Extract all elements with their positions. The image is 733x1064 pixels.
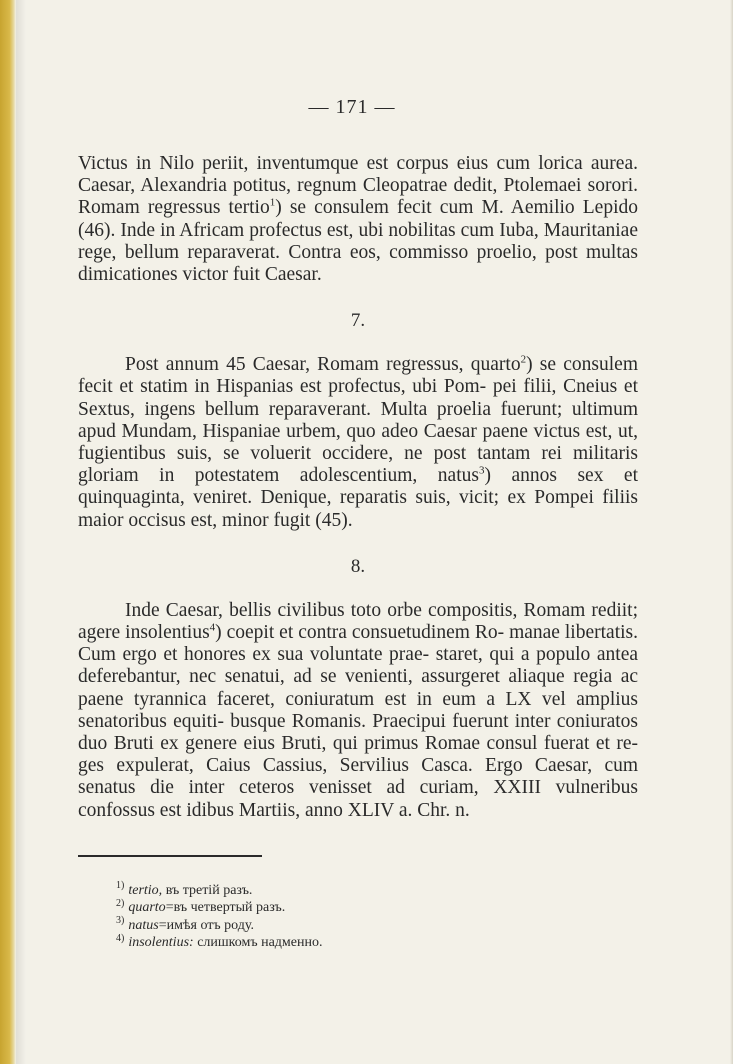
text-line: rediit; agere insolentius — [78, 599, 638, 644]
text-line: busque Romanis. Praecipui fuerunt inter coniuratos duo Bruti — [78, 710, 639, 755]
footnote-marker[interactable]: 4 — [209, 621, 216, 634]
text-line: Ptolemaei sorori. Romam regressus tertio — [78, 175, 638, 219]
gutter-shadow — [16, 0, 26, 1064]
text-line: ) annos sex et quinquaginta, veniret. — [78, 465, 639, 509]
page-number: — 171 — — [308, 96, 396, 118]
book-binding-edge — [0, 0, 16, 1064]
text-line: ) se — [526, 354, 557, 376]
text-line: venienti, assurgeret aliaque regia ac paene tyrannica faceret, — [78, 666, 639, 710]
footnote-term: natus — [128, 917, 159, 933]
text-line: ) se consulem fecit — [275, 197, 432, 219]
text-line: pei filii, Cneius et Sextus, ingens bellum reparaverant. Multa — [78, 376, 639, 420]
text-line: adolescentium, natus — [299, 465, 479, 487]
text-line: cum M. Aemilio Lepido (46). Inde in Africam profectus est, — [78, 197, 638, 241]
footnote-text: въ третiй разъ. — [162, 882, 253, 898]
text-line: staret, qui a populo antea deferebantur, nec senatui, ad se — [78, 644, 639, 688]
text-line: proelia fuerunt; ultimum apud Mundam, Hispaniae urbem, quo — [78, 398, 638, 442]
footnote-marker[interactable]: 3 — [478, 464, 485, 477]
text-line: cum senatus die inter ceteros venisset ad curiam, XXIII — [78, 755, 639, 799]
text-line: adeo Caesar paene victus est, ut, fugientibus suis, se voluerit — [78, 420, 638, 465]
footnote-marker[interactable]: 2 — [520, 353, 527, 366]
footnote-text: =имѣя отъ роду. — [158, 917, 254, 933]
text-line: manae libertatis. Cum ergo et honores ex sua voluntate prae- — [78, 622, 638, 666]
footnote-divider — [78, 855, 262, 857]
footnote-term: insolentius: — [128, 935, 194, 951]
paragraph-3 — [78, 600, 638, 822]
text-line: Inde Caesar, bellis civilibus toto orbe compositis, Romam — [125, 599, 586, 621]
footnote-3 — [116, 917, 638, 935]
footnote-number: 1) — [116, 880, 125, 892]
text-line: consulem fecit et statim in Hispanias est profectus, ubi Pom- — [78, 354, 638, 398]
footnote-number: 4) — [116, 932, 125, 944]
footnotes — [116, 882, 638, 952]
text-line: occidere, ne post tantam rei militaris gloriam in potestatem — [78, 443, 638, 487]
footnote-number: 3) — [116, 915, 125, 927]
footnote-term: quarto — [128, 900, 166, 916]
text-line: fuit Caesar. — [232, 264, 322, 286]
footnote-text: =въ четвертый разъ. — [165, 900, 286, 916]
page-body — [78, 96, 638, 952]
text-line: Victus in Nilo periit, inventumque est corpus eius cum lorica — [78, 153, 583, 174]
footnote-term: tertio, — [128, 882, 163, 898]
text-line: coniuratum est in eum a LX vel amplius senatoribus equiti- — [78, 688, 638, 732]
text-line: ) coepit et contra consuetudinem Ro- — [215, 622, 505, 644]
text-line: Denique, reparatis suis, vicit; ex Pompei filiis maior occisus — [78, 487, 639, 531]
text-line: aurea. Caesar, Alexandria potitus, regnum Cleopatrae dedit, — [78, 153, 638, 197]
text-line: vulneribus confossus est idibus Martiis, anno XLIV a. Chr. n. — [78, 777, 638, 821]
text-line: Post annum 45 Caesar, Romam regressus, quarto — [125, 354, 521, 376]
footnote-2 — [116, 899, 638, 917]
paragraph-2 — [78, 354, 638, 532]
text-line: est, minor fugit (45). — [190, 509, 353, 531]
text-line: Contra eos, commisso proelio, post multas dimicationes victor — [78, 241, 639, 286]
footnote-marker[interactable]: 1 — [269, 196, 276, 209]
section-number-8: 8. — [350, 555, 366, 577]
footnote-text: слишкомъ надменно. — [193, 935, 323, 951]
text-line: ubi nobilitas cum Iuba, Mauritaniae rege, bellum reparaverat. — [78, 219, 638, 263]
text-line: ex genere eius Bruti, qui primus Romae consul fuerat et re- — [160, 733, 638, 755]
paragraph-1 — [78, 153, 638, 286]
footnote-4 — [116, 934, 638, 952]
footnote-1 — [116, 882, 638, 900]
footnote-number: 2) — [116, 897, 125, 909]
text-line: ges expulerat, Caius Cassius, Servilius Casca. Ergo Caesar, — [78, 755, 593, 777]
section-number-7: 7. — [350, 310, 366, 332]
